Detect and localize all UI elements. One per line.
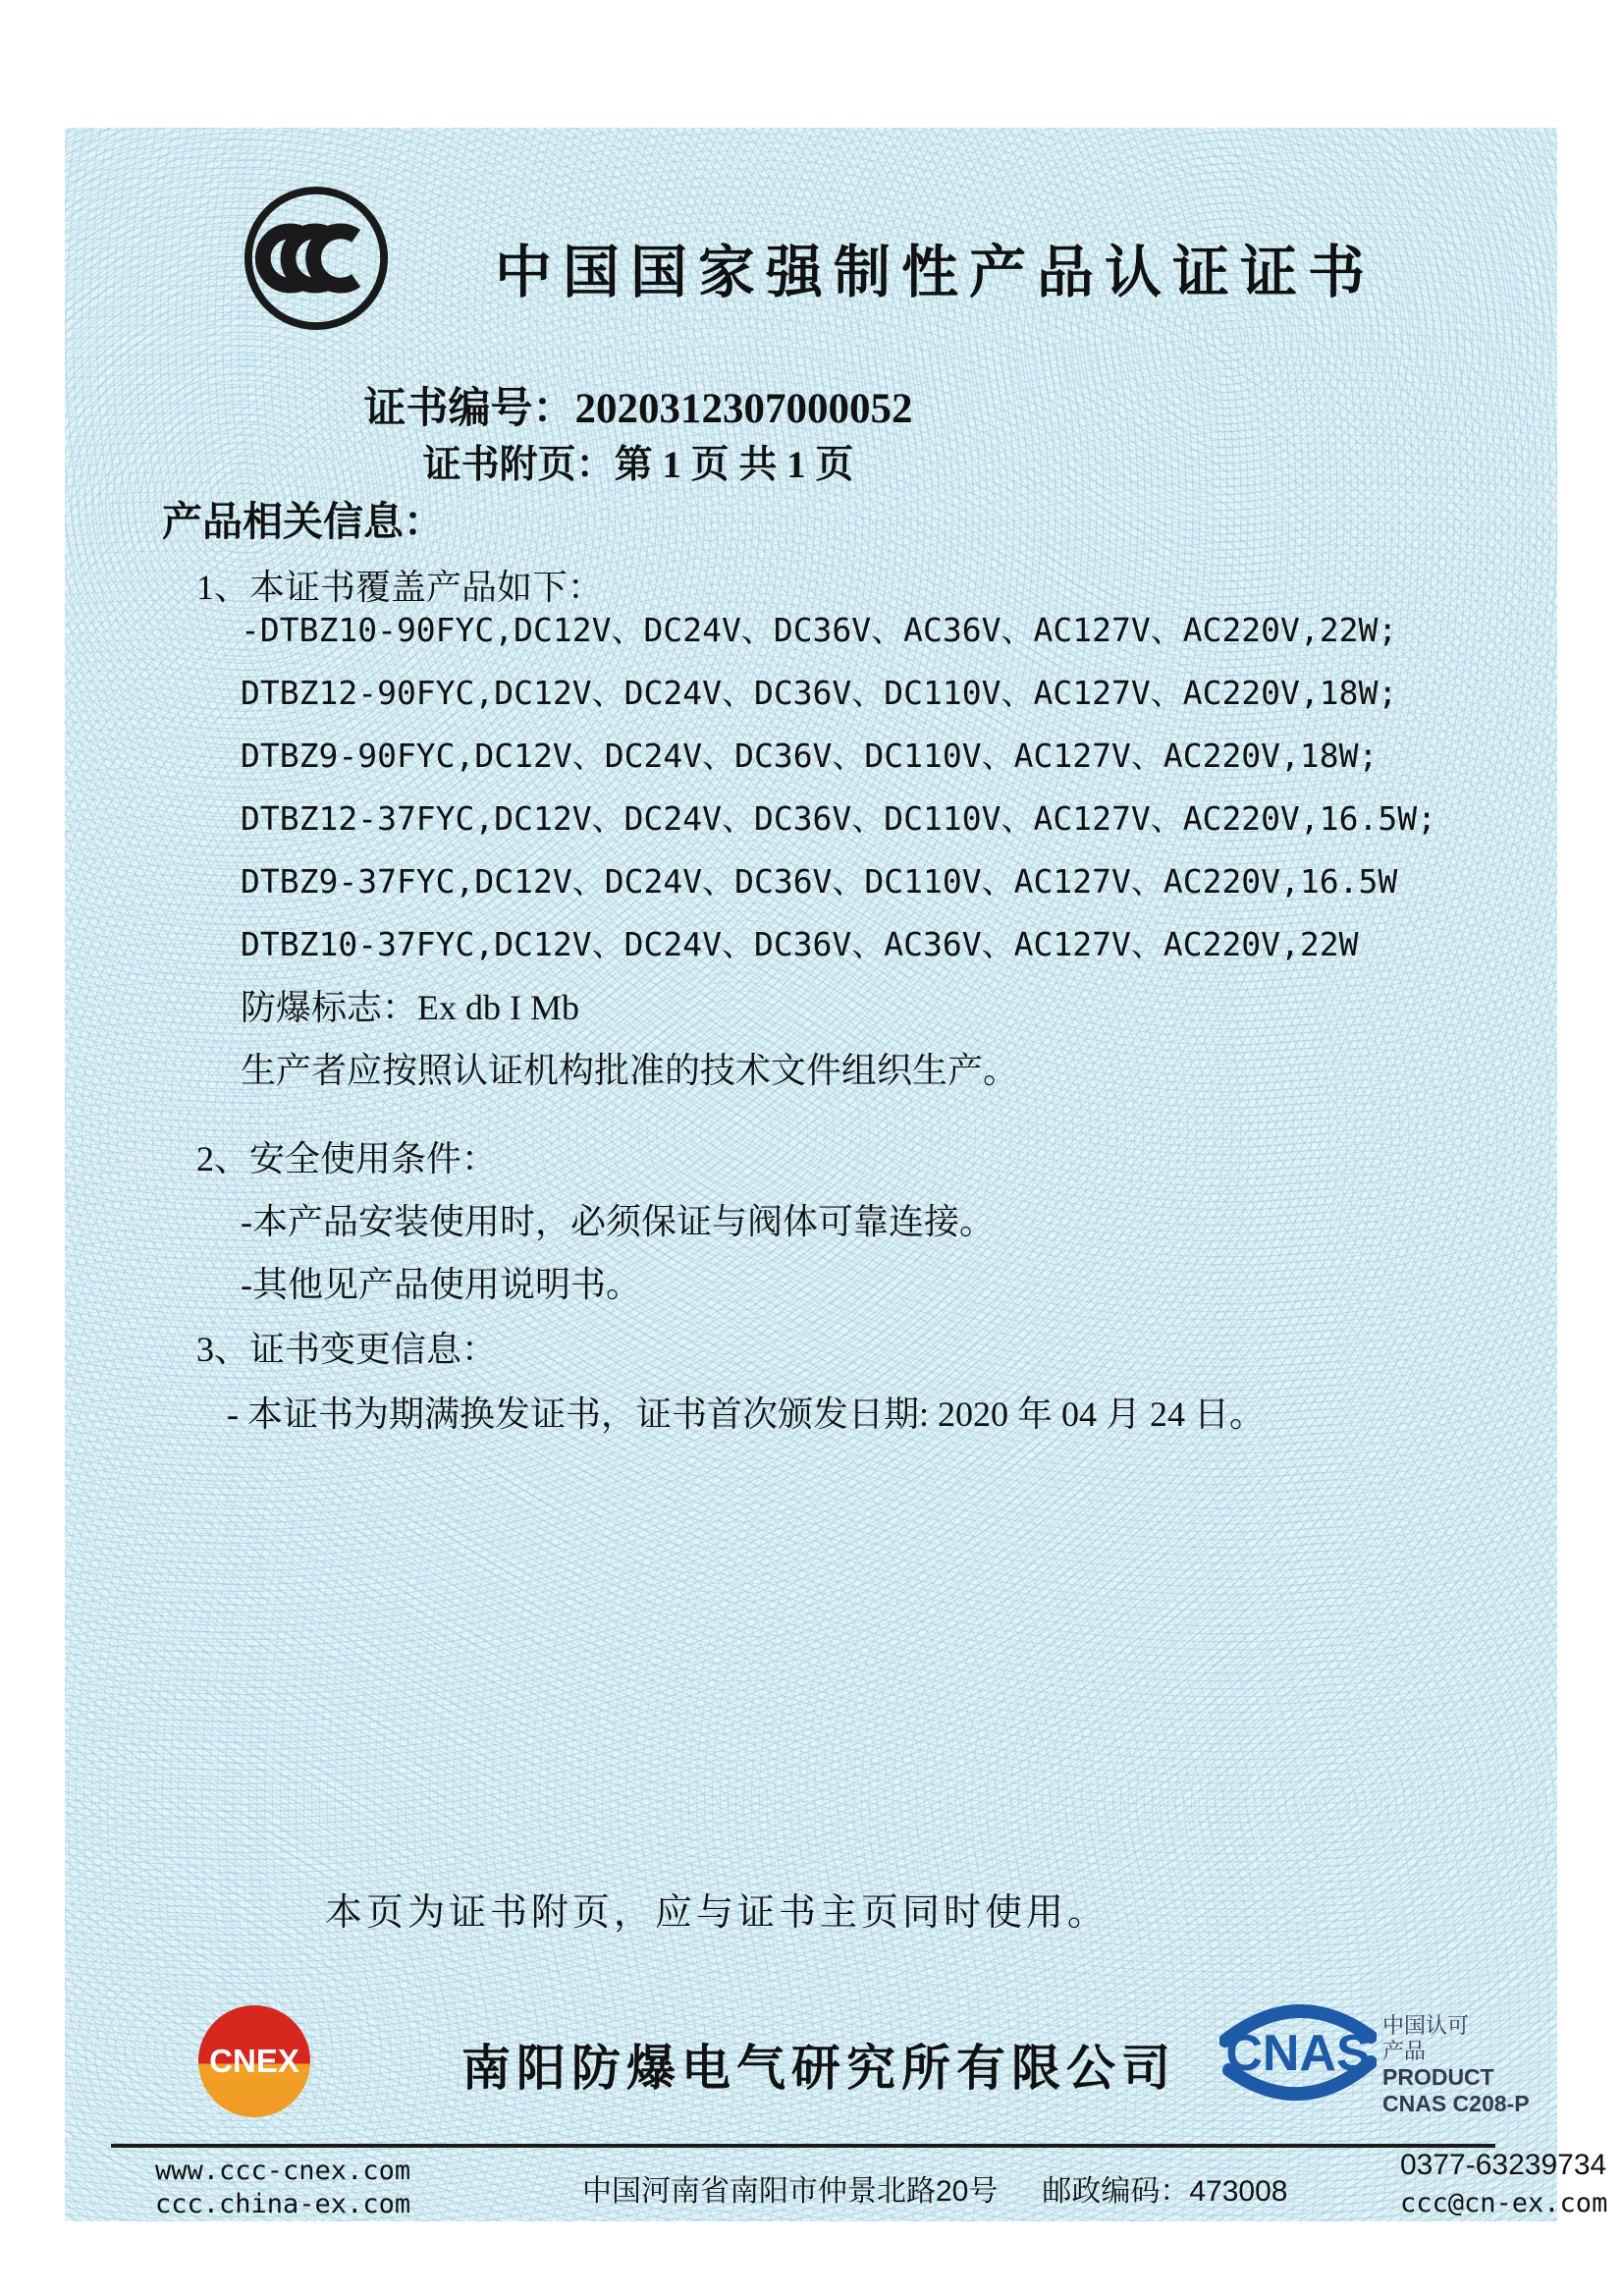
cnas-logo bbox=[1219, 1999, 1377, 2105]
certificate-panel bbox=[65, 128, 1608, 2221]
ccc-logo-icon bbox=[241, 183, 392, 334]
safety-item: -本产品安装使用时，必须保证与阀体可靠连接。 bbox=[241, 1202, 995, 1241]
company-name: 南阳防爆电气研究所有限公司 bbox=[461, 2041, 1176, 2096]
cnas-caption-line: PRODUCT bbox=[1382, 2063, 1494, 2090]
item1-title: 1、本证书覆盖产品如下： bbox=[196, 568, 604, 607]
page-title: 中国国家强制性产品认证证书 bbox=[495, 241, 1377, 304]
footer-websites bbox=[155, 2155, 410, 2221]
website-url: ccc.china-ex.com bbox=[155, 2189, 411, 2219]
change-note: - 本证书为期满换发证书，证书首次颁发日期: 2020 年 04 月 24 日。 bbox=[227, 1394, 1265, 1434]
cnex-logo bbox=[198, 2005, 310, 2117]
item3-title: 3、证书变更信息： bbox=[196, 1330, 498, 1369]
cnas-caption-line: 中国认可 bbox=[1382, 2013, 1470, 2038]
email-address: ccc@cn-ex.com bbox=[1400, 2188, 1608, 2218]
footer-divider bbox=[111, 2144, 1495, 2148]
company-address: 中国河南省南阳市仲景北路20号 bbox=[582, 2175, 999, 2208]
product-line: DTBZ12-90FYC,DC12V、DC24V、DC36V、DC110V、AC127V、AC220V,18W; bbox=[241, 674, 1398, 712]
ex-mark-line: 防爆标志：Ex db I Mb bbox=[241, 988, 579, 1027]
section-heading-product-info: 产品相关信息： bbox=[162, 499, 444, 544]
item2-title: 2、安全使用条件： bbox=[196, 1139, 498, 1178]
product-line: DTBZ10-37FYC,DC12V、DC24V、DC36V、AC36V、AC127V、AC220V,22W bbox=[241, 925, 1359, 963]
cnas-caption bbox=[1382, 2013, 1530, 2117]
attachment-usage-note: 本页为证书附页，应与证书主页同时使用。 bbox=[324, 1892, 1109, 1934]
safety-item: -其他见产品使用说明书。 bbox=[241, 1265, 641, 1304]
product-line: DTBZ9-90FYC,DC12V、DC24V、DC36V、DC110V、AC127V、AC220V,18W; bbox=[241, 737, 1379, 775]
postcode: 邮政编码：473008 bbox=[1042, 2175, 1288, 2208]
cnas-caption-line: 产品 bbox=[1382, 2038, 1427, 2063]
production-note: 生产者应按照认证机构批准的技术文件组织生产。 bbox=[241, 1051, 1019, 1090]
certificate-number: 证书编号：2020312307000052 bbox=[363, 386, 913, 432]
phone-number: 0377-63239734 bbox=[1400, 2149, 1607, 2181]
website-url: www.ccc-cnex.com bbox=[155, 2156, 411, 2186]
footer-address-row bbox=[582, 2166, 1287, 2210]
product-line: -DTBZ10-90FYC,DC12V、DC24V、DC36V、AC36V、AC127V、AC220V,22W; bbox=[241, 611, 1398, 649]
cnas-caption-line: CNAS C208-P bbox=[1382, 2091, 1530, 2117]
product-list bbox=[241, 599, 1436, 1102]
cnex-logo-text: CNEX bbox=[209, 2043, 299, 2079]
certificate-page-count: 证书附页：第 1 页 共 1 页 bbox=[422, 444, 854, 486]
product-line: DTBZ9-37FYC,DC12V、DC24V、DC36V、DC110V、AC127V、AC220V,16.5W bbox=[241, 862, 1398, 901]
cnas-logo-text: CNAS bbox=[1225, 2025, 1371, 2082]
product-line: DTBZ12-37FYC,DC12V、DC24V、DC36V、DC110V、AC127V、AC220V,16.5W; bbox=[241, 799, 1436, 838]
